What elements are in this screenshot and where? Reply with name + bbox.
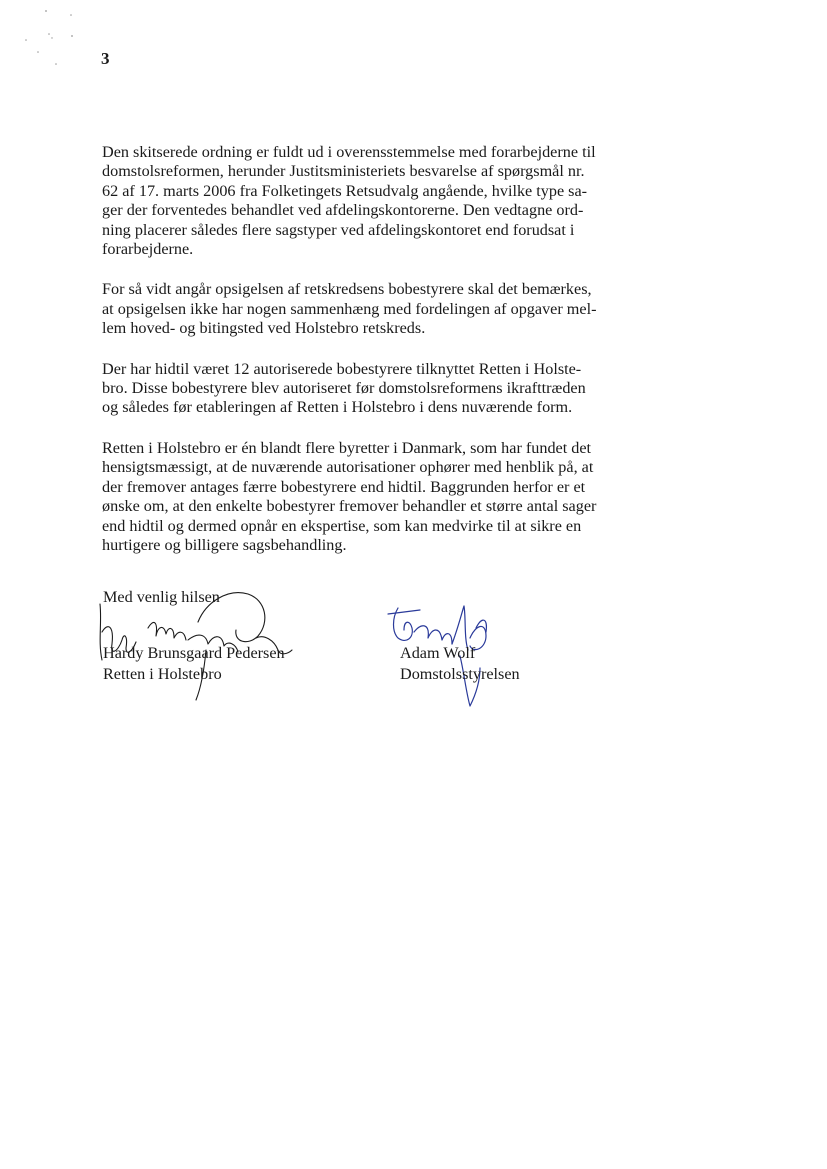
paragraph-line: Retten i Holstebro er én blandt flere byretter i Danmark, som har fundet det [102,438,592,457]
paragraph-line: der fremover antages færre bobestyrere end hidtil. Baggrunden herfor er et [102,477,586,496]
body-paragraph [102,143,622,259]
paragraph-line: 62 af 17. marts 2006 fra Folketingets Retsudvalg angående, hvilke type sa- [102,181,588,200]
paragraph-line: ønske om, at den enkelte bobestyrer fremover behandler et større antal sager [102,497,597,516]
paragraph-line: hensigtsmæssigt, at de nuværende autorisationer ophører med henblik på, at [102,458,594,477]
signatory-name: Adam Wolf [400,644,476,662]
body-paragraph [102,360,622,418]
body-paragraph [102,439,622,555]
body-paragraph [102,280,622,338]
paragraph-line: For så vidt angår opsigelsen af retskredsens bobestyrere skal det bemærkes, [102,280,592,299]
paragraph-line: og således før etableringen af Retten i Holstebro i dens nuværende form. [102,398,573,417]
signatory-organization: Retten i Holstebro [103,665,222,683]
paragraph-line: lem hoved- og bitingsted ved Holstebro retskreds. [102,319,426,338]
paragraph-line: domstolsreformen, herunder Justitsministeriets besvarelse af spørgsmål nr. [102,162,585,181]
signatory-right [400,643,520,685]
letter-body [102,143,622,576]
signatory-left [103,643,285,685]
paragraph-line: forarbejderne. [102,240,194,259]
paragraph-line: ning placerer således flere sagstyper ved afdelingskontoret end forudsat i [102,220,575,239]
signatory-name: Hardy Brunsgaard Pedersen [103,644,285,662]
paragraph-line: hurtigere og billigere sagsbehandling. [102,535,347,554]
scan-specks [0,0,110,80]
paragraph-line: end hidtil og dermed opnår en ekspertise, som kan medvirke til at sikre en [102,516,582,535]
paragraph-line: Den skitserede ordning er fuldt ud i overensstemmelse med forarbejderne til [102,143,596,161]
signatory-organization: Domstolsstyrelsen [400,665,520,683]
paragraph-line: Der har hidtil været 12 autoriserede bobestyrere tilknyttet Retten i Holste- [102,359,582,378]
paragraph-line: bro. Disse bobestyrere blev autoriseret før domstolsreformens ikrafttræden [102,379,586,398]
paragraph-line: ger der forventedes behandlet ved afdelingskontorerne. Den vedtagne ord- [102,201,584,220]
page-number: 3 [101,49,110,68]
paragraph-line: at opsigelsen ikke har nogen sammenhæng med fordelingen af opgaver mel- [102,299,597,318]
closing-salutation: Med venlig hilsen [103,588,220,606]
